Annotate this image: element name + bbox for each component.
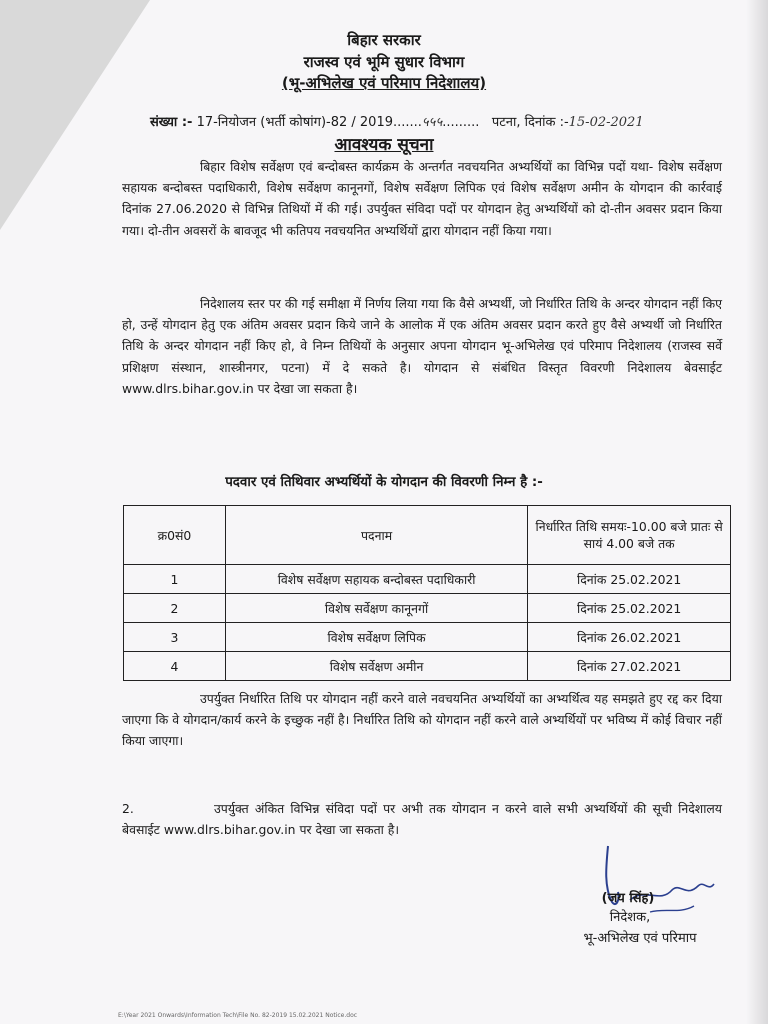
- row-serial: 1: [124, 565, 226, 594]
- row-date: दिनांक 26.02.2021: [528, 623, 731, 652]
- signatory-designation: निदेशक,: [609, 910, 651, 925]
- paragraph-4-number: 2.: [122, 801, 134, 816]
- col-date: निर्धारित तिथि समयः-10.00 बजे प्रातः से सायं 4.00 बजे तक: [528, 506, 731, 565]
- handwritten-date: 15-02-2021: [568, 115, 644, 130]
- row-post: विशेष सर्वेक्षण सहायक बन्दोबस्त पदाधिकारी: [225, 565, 527, 594]
- row-post: विशेष सर्वेक्षण अमीन: [225, 652, 527, 681]
- table-row: [124, 594, 731, 623]
- handwritten-number: ५५५: [421, 115, 443, 130]
- table-heading: पदवार एवं तिथिवार अभ्यर्थियों के योगदान की विवरणी निम्न है :-: [225, 475, 543, 490]
- col-post: पदनाम: [225, 506, 527, 565]
- table-row: [124, 623, 731, 652]
- table-row: [124, 652, 731, 681]
- table-row: [124, 565, 731, 594]
- row-date: दिनांक 27.02.2021: [528, 652, 731, 681]
- row-date: दिनांक 25.02.2021: [528, 565, 731, 594]
- row-serial: 3: [124, 623, 226, 652]
- signatory-office: भू-अभिलेख एवं परिमाप: [583, 931, 697, 946]
- directorate-name: (भू-अभिलेख एवं परिमाप निदेशालय): [281, 74, 487, 92]
- notice-title: आवश्यक सूचना: [334, 135, 434, 155]
- ref-dots: .........: [442, 115, 480, 130]
- row-serial: 4: [124, 652, 226, 681]
- file-path-footer: E:\Year 2021 Onwards\Information Tech\File No. 82-2019 15.02.2021 Notice.doc: [118, 1012, 358, 1019]
- col-serial: क्र0सं0: [124, 506, 226, 565]
- govt-name: बिहार सरकार: [347, 31, 421, 49]
- ref-label: संख्या :-: [150, 115, 193, 130]
- row-post: विशेष सर्वेक्षण लिपिक: [225, 623, 527, 652]
- paragraph-4-text: उपर्युक्त अंकित विभिन्न संविदा पदों पर अभी तक योगदान न करने वाले सभी अभ्यर्थियों की सूची निदेशालय बेवसाईट www.dlrs.bihar.gov.in पर देखा जा सकता है।: [122, 801, 722, 838]
- reference-line: [150, 112, 750, 130]
- signatory-name: (जय सिंह): [601, 891, 655, 906]
- department-name: राजस्व एवं भूमि सुधार विभाग: [303, 53, 465, 71]
- table-header-row: [124, 506, 731, 565]
- paragraph-3: उपर्युक्त निर्धारित तिथि पर योगदान नहीं करने वाले नवचयनित अभ्यर्थियों का अभ्यर्थित्व यह समझते हुए रद्द कर दिया जाएगा कि वे योगदान/कार्य करने के इच्छुक नहीं है। निर्धारित तिथि को योगदान नहीं करने वाले अभ्यर्थियों पर भविष्य में कोई विचार नहीं किया जाएगा।: [122, 691, 722, 749]
- row-date: दिनांक 25.02.2021: [528, 594, 731, 623]
- paragraph-2: निदेशालय स्तर पर की गई समीक्षा में निर्णय लिया गया कि वैसे अभ्यर्थी, जो निर्धारित तिथि के अन्दर योगदान नहीं किए हो, उन्हें योगदान हेतु एक अंतिम अवसर प्रदान किये जाने के आलोक में एक अंतिम अवसर प्रदान करते हुए वैसे अभ्यर्थी जो निर्धारित तिथि के अन्दर योगदान नहीं किए हो, वे निम्न तिथियों के अनुसार अपना योगदान भू-अभिलेख एवं परिमाप निदेशालय (राजस्व सर्वे प्रशिक्षण संस्थान, शास्त्रीनगर, पटना) में दे सकते है। योगदान से संबंधित विस्तृत विवरणी निदेशालय बेवसाईट www.dlrs.bihar.gov.in पर देखा जा सकता है।: [122, 296, 722, 396]
- ref-number: 17-नियोजन (भर्ती कोषांग)-82 / 2019.......: [196, 115, 422, 130]
- paragraph-1: बिहार विशेष सर्वेक्षण एवं बन्दोबस्त कार्यक्रम के अन्तर्गत नवचयनित अभ्यर्थियों का विभिन्न पदों यथा- विशेष सर्वेक्षण सहायक बन्दोबस्त पदाधिकारी, विशेष सर्वेक्षण कानूनगों, विशेष सर्वेक्षण लिपिक एवं विशेष सर्वेक्षण अमीन के योगदान की कार्रवाई दिनांक 27.06.2020 से विभिन्न तिथियों में की गई। उपर्युक्त संविदा पदों पर योगदान हेतु अभ्यर्थियों को दो-तीन अवसर प्रदान किया गया। दो-तीन अवसरों के बावजूद भी कतिपय नवचयनित अभ्यर्थियों द्वारा योगदान नहीं किया गया।: [122, 159, 722, 238]
- row-post: विशेष सर्वेक्षण कानूनगों: [225, 594, 527, 623]
- joining-schedule-table: [123, 505, 731, 681]
- place-date-label: पटना, दिनांक :-: [491, 115, 569, 130]
- paragraph-4: [122, 798, 722, 840]
- row-serial: 2: [124, 594, 226, 623]
